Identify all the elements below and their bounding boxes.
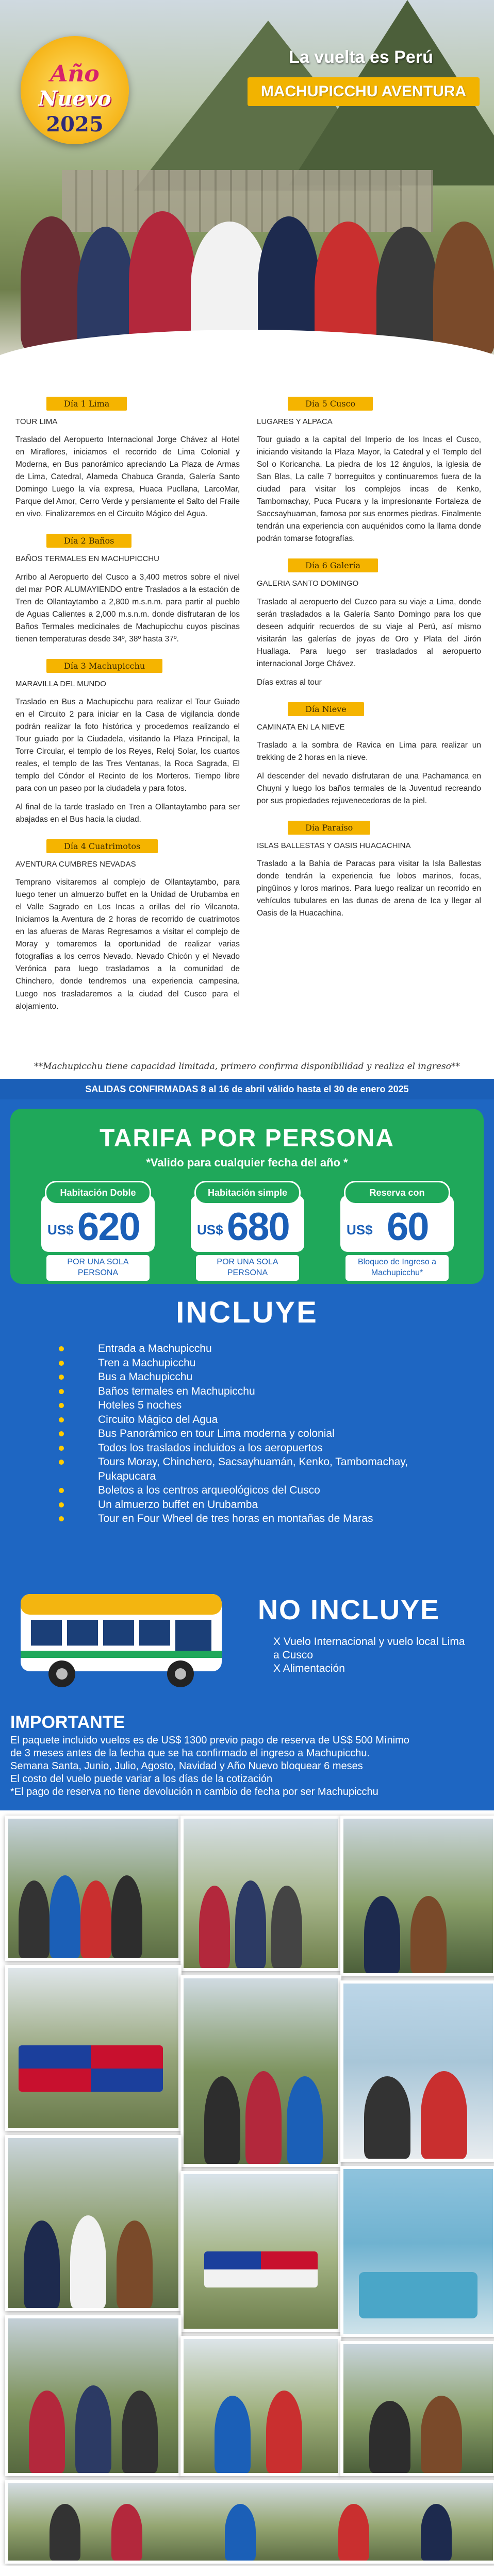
day-description: Traslado en Bus a Machupicchu para realizar el Tour Guiado en el Circuito 2 para iniciar en la Casa de vigilancia donde podrán realizar la foto histórica y procedemos realizando el Tour guiado por la Ciudadela, visitando la Plaza Principal, la Torre Circular, el templo de los Reyes, Reloj Solar, los cuartos reales, el templo de las Tres Ventanas, la Roca Sagrada, El templo del Cóndor el Recinto de los Morteros. Tiempo libre para con un paseo por la ciudadela y para fotos. xyxy=(15,697,240,793)
itinerary-right-column xyxy=(257,397,481,933)
day-badge: Día 4 Cuatrimotos xyxy=(46,839,158,853)
excludes-title: NO INCLUYE xyxy=(258,1595,440,1625)
day-badge: Día 6 Galería xyxy=(288,558,378,572)
price-box xyxy=(10,1109,484,1284)
collage-photo xyxy=(180,1816,341,1971)
collage-photo xyxy=(340,2166,494,2337)
price-amount: 620 xyxy=(77,1205,140,1249)
collage-photo xyxy=(340,1816,494,1976)
hero-subtitle-ribbon: MACHUPICCHU AVENTURA xyxy=(248,77,480,106)
person-figure xyxy=(21,216,83,350)
excludes-list xyxy=(273,1635,469,1675)
includes-item: Bus Panorámico en tour Lima moderna y colonial xyxy=(93,1427,464,1441)
important-line: Semana Santa, Junio, Julio, Agosto, Navidad y Año Nuevo bloquear 6 meses xyxy=(10,1760,363,1772)
includes-item: Todos los traslados incluidos a los aeropuertos xyxy=(93,1441,464,1455)
includes-item: Entrada a Machupicchu xyxy=(93,1342,464,1356)
important-title: IMPORTANTE xyxy=(10,1713,125,1732)
collage-photo xyxy=(180,2171,341,2332)
price-card-foot: Bloqueo de Ingreso a Machupicchu* xyxy=(345,1255,449,1281)
day-description: Traslado del Aeropuerto Internacional Jorge Chávez al Hotel en Miraflores, iniciamos el recorrido de Lima Colonial y Moderna, en Bus panorámico apreciando La Plaza de Armas de Lima, Catedral, Alameda Chabuca Granda, Galería Santo Domingo Luego la vía expresa, Huaca Pucllana, LarcoMar, Parque del Amor, Cerro Verde y persiamente el Salto del Fraile en vivo. Finalizaremos en el Circuito Mágico del Agua. xyxy=(15,435,240,519)
logo-ano: Año xyxy=(50,61,100,87)
price-amount: 680 xyxy=(227,1205,289,1249)
hero-title: La vuelta es Perú xyxy=(289,47,433,67)
price-subtitle: *Valido para cualquier fecha del año * xyxy=(146,1156,348,1169)
day-badge: Día 5 Cusco xyxy=(288,397,373,411)
price-card-head: Habitación simple xyxy=(194,1181,301,1205)
day-heading: MARAVILLA DEL MUNDO xyxy=(15,679,106,688)
price-card-foot: POR UNA SOLA PERSONA xyxy=(196,1255,299,1281)
itinerary-left-column xyxy=(15,397,240,1026)
collage-photo xyxy=(5,2135,182,2311)
day-heading: LUGARES Y ALPACA xyxy=(257,417,333,426)
day-heading: CAMINATA EN LA NIEVE xyxy=(257,722,345,732)
day-description: Temprano visitaremos al complejo de Ollantaytambo, para luego tener un almuerzo buffet en la Unidad de Urubamba en el Valle Sagrado en Los Incas a orillas del río Vilcanota. Iniciamos la Aventura de 2 horas de recorrido de cuatrimotos en las afueras de Maras Regresamos a visitar el complejo de Moray y tomaremos la oportunidad de realizar varias fotografías a los cerros Nevado. Nevado Chicón y el Nevado Verónica para luego trasladamos a la comunidad de Chinchero, donde tendremos una experiencia campesina. Luego nos trasladaremos a la ciudad del Cusco para el alojamiento. xyxy=(15,878,240,1011)
important-text xyxy=(10,1734,423,1799)
includes-item: Circuito Mágico del Agua xyxy=(93,1413,464,1427)
day-heading: BAÑOS TERMALES EN MACHUPICCHU xyxy=(15,554,159,564)
day-badge: Día Nieve xyxy=(288,702,364,716)
ruins-shape xyxy=(62,170,433,232)
tour-bus-icon xyxy=(15,1573,232,1702)
price-currency: US$ xyxy=(347,1222,373,1238)
includes-item: Hoteles 5 noches xyxy=(93,1398,464,1413)
includes-item: Baños termales en Machupicchu xyxy=(93,1384,464,1399)
price-currency: US$ xyxy=(197,1222,223,1238)
includes-list xyxy=(93,1342,464,1526)
price-card-reservation xyxy=(335,1181,459,1286)
includes-item: Bus a Machupicchu xyxy=(93,1370,464,1384)
price-card-foot: POR UNA SOLA PERSONA xyxy=(46,1255,150,1281)
price-amount: 60 xyxy=(387,1205,429,1249)
collage-photo xyxy=(5,1816,182,1961)
collage-photo xyxy=(5,2480,494,2564)
confirmed-dates-bar: SALIDAS CONFIRMADAS 8 al 16 de abril válido hasta el 30 de enero 2025 xyxy=(0,1079,494,1099)
logo-year: 2025 xyxy=(46,112,104,137)
collage-photo xyxy=(340,1980,494,2162)
day-heading: GALERIA SANTO DOMINGO xyxy=(257,579,359,588)
day-description: Al descender del nevado disfrutaran de una Pachamanca en Chuyni y luego los baños termales de la Juventud recreando por sus propiedades rejuvenecedoras de la piel. xyxy=(257,772,481,806)
offer-section xyxy=(0,1099,494,1810)
collage-photo xyxy=(180,2336,341,2476)
collage-photo xyxy=(340,2341,494,2476)
day-description: Al final de la tarde traslado en Tren a Ollantaytambo para ser abajadas en el Bus hacia la ciudad. xyxy=(15,803,240,824)
includes-item: Boletos a los centros arqueológicos del Cusco xyxy=(93,1483,464,1498)
new-year-logo xyxy=(21,36,129,144)
day-heading: TOUR LIMA xyxy=(15,417,58,426)
day-heading: AVENTURA CUMBRES NEVADAS xyxy=(15,860,136,869)
day-heading: ISLAS BALLESTAS Y OASIS HUACACHINA xyxy=(257,841,411,851)
important-line: El costo del vuelo puede variar a los días de la cotización xyxy=(10,1773,273,1785)
includes-title: INCLUYE xyxy=(176,1296,318,1329)
capacity-note: **Machupicchu tiene capacidad limitada, primero confirma disponibilidad y realiza el ingreso** xyxy=(34,1061,460,1072)
person-figure xyxy=(433,222,494,355)
important-line: *El pago de reserva no tiene devolución n cambio de fecha por ser Machupicchu xyxy=(10,1786,378,1798)
day-description: Tour guiado a la capital del Imperio de los Incas el Cusco, iniciando visitando la Plaza Mayor, la Catedral y el Templo del Sol o Koricancha. La piedra de los 12 ángulos, la iglesia de San Blas, La calle 7 borreguitos y continuaremos fuera de la ciudad para visitar los complejos incas de Kenko, Tambomachay, Puca Pucara y la impresionante Fortaleza de Saccsayhuaman, famosa por sus enormes piedras. Finalmente tendrán una experiencia con auquénidos como la llama donde podrán tomarse fotografías. xyxy=(257,435,481,544)
person-figure xyxy=(129,211,196,350)
day-description: Arribo al Aeropuerto del Cusco a 3,400 metros sobre el nivel del mar POR ALUMAYIENDO entre Traslados a la estación de Tren de Ollantaytambo a 2,800 m.s.n.m. para partir al pueblo de Aguas Calientes a 2,000 m.s.n.m. donde disfrutaran de los Baños Termales medicinales de Machupicchu cuyos piscinas tienen temperaturas desde 34º, 38º hasta 37º. xyxy=(15,572,240,643)
photo-collage xyxy=(0,1810,494,2566)
includes-item: Un almuerzo buffet en Urubamba xyxy=(93,1498,464,1512)
day-badge: Día Paraíso xyxy=(288,821,370,835)
day-description: Traslado a la Bahía de Paracas para visitar la Isla Ballestas donde tendrán la experiencia fue lobos marinos, focas, pingüinos y loros marinos. Para luego realizar un recorrido en vehículos tubulares en las dunas de arena de Ica y llegar al Oasis de la Huacachina. xyxy=(257,859,481,918)
collage-photo xyxy=(5,1965,182,2131)
includes-item: Tren a Machupicchu xyxy=(93,1356,464,1370)
logo-nuevo: Nuevo xyxy=(38,87,111,111)
day-description: Días extras al tour xyxy=(257,677,322,687)
price-card-head: Habitación Doble xyxy=(45,1181,151,1205)
excludes-item: X Alimentación xyxy=(273,1663,345,1674)
price-card-double xyxy=(36,1181,160,1286)
excludes-item: X Vuelo Internacional y vuelo local Lima a Cusco xyxy=(273,1636,465,1661)
day-badge: Día 3 Machupicchu xyxy=(46,659,162,673)
includes-item: Tour en Four Wheel de tres horas en montañas de Maras xyxy=(93,1512,464,1526)
payment-section xyxy=(0,2566,494,2576)
day-description: Traslado a la sombra de Ravica en Lima para realizar un trekking de 2 horas en la nieve. xyxy=(257,741,481,762)
day-description: Traslado al aeropuerto del Cuzco para su viaje a Lima, donde serán trasladados a la Galería Santo Domingo para los que deseen adquirir recuerdos de su viaje al Perú, así mismo visitarán las galerías de joyas de Oro y Plata del Jirón Huallaga. Para luego ser trasladados al aeropuerto internacional Jorge Chávez. xyxy=(257,597,481,668)
important-line: El paquete incluido vuelos es de US$ 1300 previo pago de reserva de US$ 500 Mínimo de 3 meses antes de la fecha que se ha confirmado el ingreso a Machupicchu. xyxy=(10,1735,409,1759)
price-card-head: Reserva con xyxy=(344,1181,450,1205)
day-badge: Día 2 Baños xyxy=(46,534,131,548)
collage-photo xyxy=(180,1975,341,2167)
collage-photo xyxy=(5,2315,182,2476)
price-card-single xyxy=(186,1181,309,1286)
day-badge: Día 1 Lima xyxy=(46,397,127,411)
price-title: TARIFA POR PERSONA xyxy=(99,1125,395,1152)
price-currency: US$ xyxy=(47,1222,74,1238)
hero-banner xyxy=(0,0,494,371)
includes-item: Tours Moray, Chinchero, Sacsayhuamán, Kenko, Tambomachay, Pukapucara xyxy=(93,1455,464,1483)
